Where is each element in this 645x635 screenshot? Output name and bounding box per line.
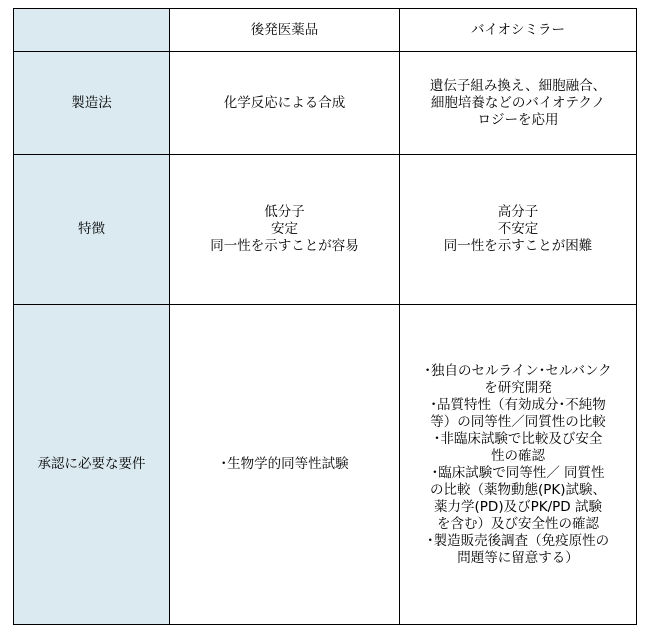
comparison-table <box>13 8 637 625</box>
cell-generic-characteristics <box>170 155 400 305</box>
cell-line: 問題等に留意する） <box>457 549 579 566</box>
cell-line: 不安定 <box>497 221 539 237</box>
cell-line: ･品質特性（有効成分･不純物 <box>430 396 606 413</box>
cell-line: ロジーを応用 <box>477 111 559 128</box>
header-generic: 後発医薬品 <box>170 9 400 52</box>
row-label-approval: 承認に必要な要件 <box>14 305 170 625</box>
cell-line: 薬力学(PD)及びPK/PD 試験 <box>434 498 602 515</box>
row-approval-requirements <box>14 305 637 625</box>
cell-line: 高分子 <box>497 204 539 220</box>
cell-biosimilar-manufacturing <box>400 52 637 155</box>
cell-biosimilar-characteristics <box>400 155 637 305</box>
row-manufacturing <box>14 52 637 155</box>
header-biosimilar: バイオシミラー <box>400 9 637 52</box>
cell-line: を研究開発 <box>484 379 552 396</box>
cell-line: 化学反応による合成 <box>223 94 346 111</box>
header-row <box>14 9 637 52</box>
cell-line: ･臨床試験で同等性／ 同質性 <box>431 464 605 481</box>
header-corner-cell <box>14 9 170 52</box>
cell-line: 細胞培養などのバイオテクノ <box>430 94 606 111</box>
cell-line: を含む）及び安全性の確認 <box>437 515 599 532</box>
cell-line: の比較（薬物動態(PK)試験、 <box>429 481 607 498</box>
cell-line: 遺伝子組み換え、細胞融合、 <box>429 77 607 94</box>
cell-line: 同一性を示すことが困難 <box>443 238 593 254</box>
row-label-manufacturing: 製造法 <box>14 52 170 155</box>
cell-line: ･非臨床試験で比較及び安全 <box>433 430 603 447</box>
cell-line: 安定 <box>271 221 298 237</box>
cell-line: 同一性を示すことが容易 <box>210 238 359 254</box>
cell-line: 等）の同等性／同質性の比較 <box>430 413 606 430</box>
cell-generic-approval <box>170 305 400 625</box>
cell-line: ･製造販売後調査（免疫原性の <box>426 532 610 549</box>
cell-line: 低分子 <box>264 204 305 220</box>
row-label-characteristics: 特徴 <box>14 155 170 305</box>
cell-line: ･生物学的同等性試験 <box>220 456 349 472</box>
cell-line: 性の確認 <box>491 447 545 464</box>
cell-generic-manufacturing <box>170 52 400 155</box>
cell-biosimilar-approval <box>400 305 637 625</box>
cell-line: ･独自のセルライン･セルバンク <box>424 362 612 379</box>
row-characteristics <box>14 155 637 305</box>
